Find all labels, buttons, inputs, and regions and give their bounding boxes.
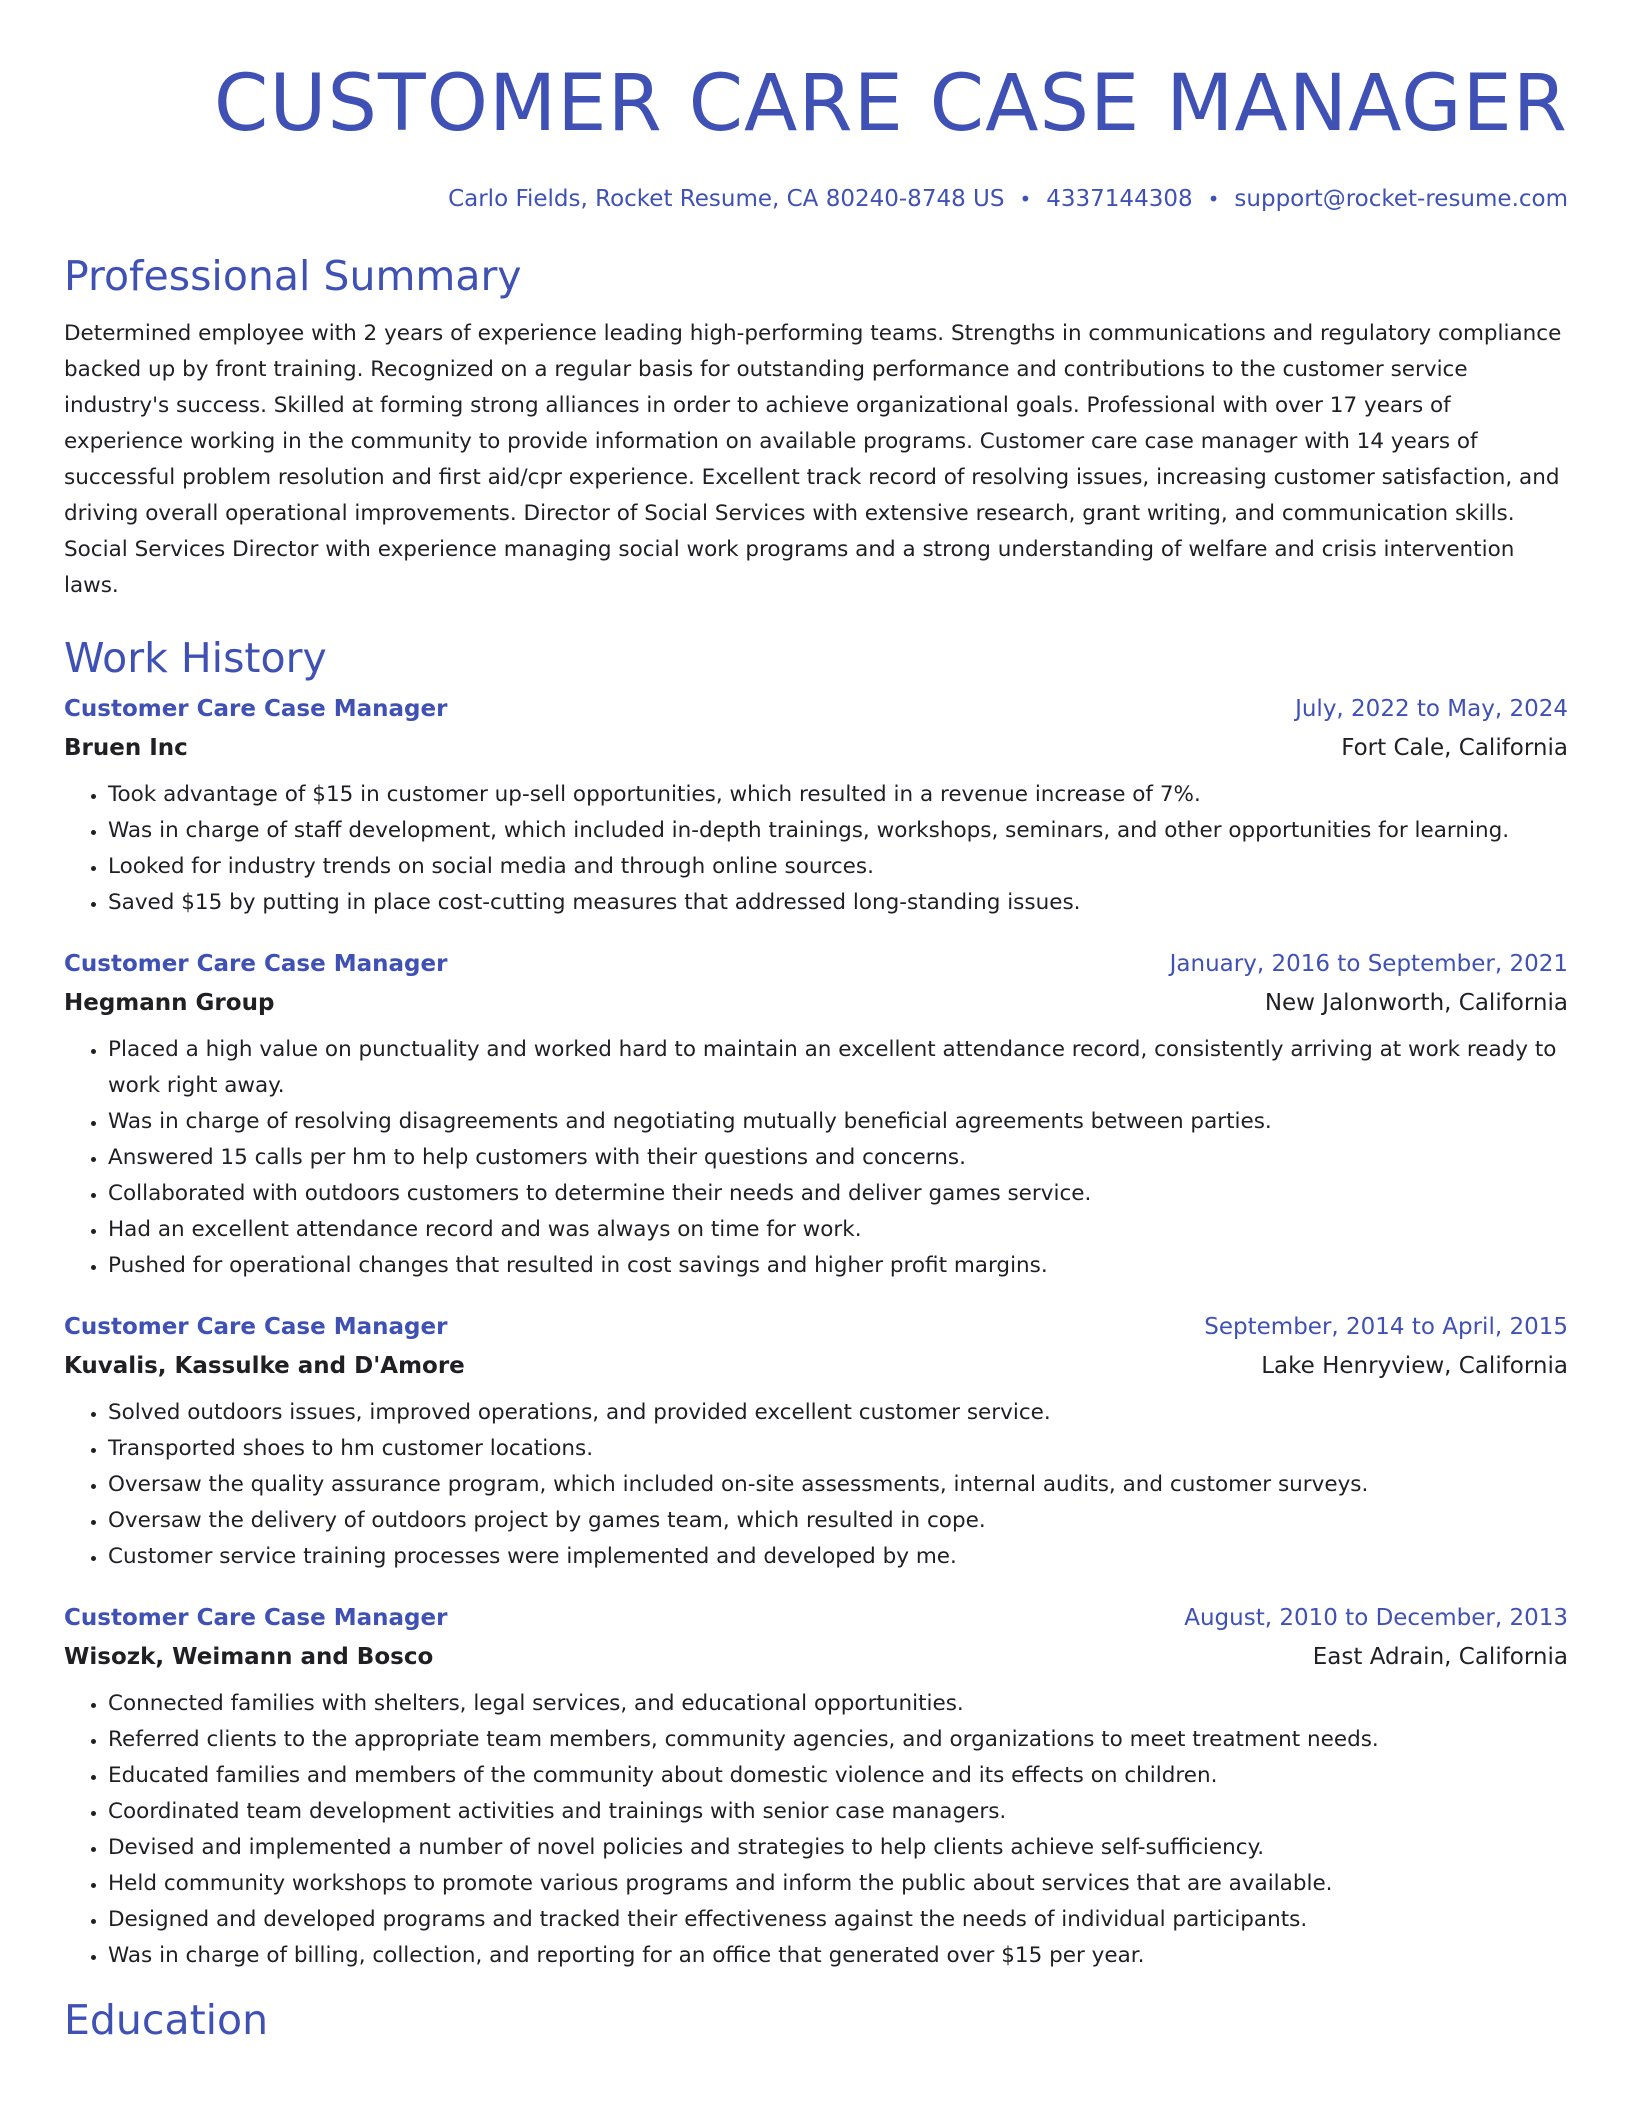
job-entry <box>64 1312 1568 1575</box>
contact-email: support@rocket-resume.com <box>1234 186 1568 212</box>
job-header-row <box>64 1312 1568 1342</box>
job-header-row <box>64 949 1568 979</box>
work-history-list <box>64 694 1568 1974</box>
page-title: CUSTOMER CARE CASE MANAGER <box>213 59 1568 149</box>
job-header-row <box>64 694 1568 724</box>
education-heading: Education <box>64 1996 269 2044</box>
job-bullet: • Was in charge of billing, collection, and reporting for an office that generated over $15 per year. <box>108 1938 1568 1974</box>
contact-address: Carlo Fields, Rocket Resume, CA 80240-8748 US <box>448 186 1005 212</box>
job-bullet: • Saved $15 by putting in place cost-cutting measures that addressed long-standing issues. <box>108 885 1568 921</box>
job-bullet: • Transported shoes to hm customer locations. <box>108 1431 1568 1467</box>
job-header-row <box>64 1603 1568 1633</box>
job-bullet: • Designed and developed programs and tracked their effectiveness against the needs of individual participants. <box>108 1902 1568 1938</box>
job-role: Customer Care Case Manager <box>64 1605 448 1631</box>
job-bullet: • Oversaw the delivery of outdoors project by games team, which resulted in cope. <box>108 1503 1568 1539</box>
job-role: Customer Care Case Manager <box>64 951 448 977</box>
job-bullet: • Collaborated with outdoors customers to determine their needs and deliver games service. <box>108 1176 1568 1212</box>
job-bullet: • Held community workshops to promote various programs and inform the public about services that are available. <box>108 1866 1568 1902</box>
job-dates: September, 2014 to April, 2015 <box>1204 1314 1568 1340</box>
resume-page <box>64 0 1568 2046</box>
job-bullet: • Was in charge of staff development, which included in-depth trainings, workshops, seminars, and other opportunities for learning. <box>108 813 1568 849</box>
contact-separator: • <box>1019 187 1032 211</box>
job-bullet: • Answered 15 calls per hm to help customers with their questions and concerns. <box>108 1140 1568 1176</box>
job-role: Customer Care Case Manager <box>64 1314 448 1340</box>
job-bullet: • Was in charge of resolving disagreements and negotiating mutually beneficial agreements between parties. <box>108 1104 1568 1140</box>
job-location: Fort Cale, California <box>1341 735 1568 761</box>
job-bullet-list <box>64 1395 1568 1575</box>
job-dates: July, 2022 to May, 2024 <box>1295 696 1568 722</box>
contact-phone: 4337144308 <box>1046 186 1193 212</box>
job-bullet-list <box>64 777 1568 921</box>
job-entry <box>64 1603 1568 1974</box>
contact-separator: • <box>1207 187 1220 211</box>
job-location: Lake Henryview, California <box>1261 1353 1568 1379</box>
job-company: Hegmann Group <box>64 990 275 1016</box>
job-bullet: • Referred clients to the appropriate team members, community agencies, and organizations to meet treatment needs. <box>108 1722 1568 1758</box>
job-company: Bruen Inc <box>64 735 188 761</box>
job-bullet: • Had an excellent attendance record and was always on time for work. <box>108 1212 1568 1248</box>
job-role: Customer Care Case Manager <box>64 696 448 722</box>
job-bullet: • Coordinated team development activities and trainings with senior case managers. <box>108 1794 1568 1830</box>
job-bullet: • Devised and implemented a number of novel policies and strategies to help clients achieve self-sufficiency. <box>108 1830 1568 1866</box>
job-bullet-list <box>64 1032 1568 1284</box>
job-company-row <box>64 988 1568 1018</box>
job-bullet: • Educated families and members of the community about domestic violence and its effects on children. <box>108 1758 1568 1794</box>
job-entry <box>64 949 1568 1284</box>
job-company: Wisozk, Weimann and Bosco <box>64 1644 434 1670</box>
job-dates: August, 2010 to December, 2013 <box>1184 1605 1568 1631</box>
work-history-heading: Work History <box>64 634 327 682</box>
contact-line <box>64 184 1568 214</box>
job-company-row <box>64 1642 1568 1672</box>
job-dates: January, 2016 to September, 2021 <box>1169 951 1568 977</box>
job-company: Kuvalis, Kassulke and D'Amore <box>64 1353 465 1379</box>
summary-text: Determined employee with 2 years of experience leading high-performing teams. Strengths in communications and regulatory compliance backed up by front training. Recognized on a regular basis for outstanding performance and contributions to the customer service industry's success. Skilled at forming strong alliances in order to achieve organizational goals. Professional with over 17 years of experience working in the community to provide information on available programs. Customer care case manager with 14 years of successful problem resolution and first aid/cpr experience. Excellent track record of resolving issues, increasing customer satisfaction, and driving overall operational improvements. Director of Social Services with extensive research, grant writing, and communication skills. Social Services Director with experience managing social work programs and a strong understanding of welfare and crisis intervention laws. <box>64 321 1562 598</box>
job-location: New Jalonworth, California <box>1264 990 1568 1016</box>
job-bullet: • Placed a high value on punctuality and worked hard to maintain an excellent attendance record, consistently arriving at work ready to work right away. <box>108 1032 1568 1104</box>
job-bullet: • Customer service training processes were implemented and developed by me. <box>108 1539 1568 1575</box>
job-bullet-list <box>64 1686 1568 1974</box>
job-bullet: • Connected families with shelters, legal services, and educational opportunities. <box>108 1686 1568 1722</box>
job-bullet: • Took advantage of $15 in customer up-sell opportunities, which resulted in a revenue increase of 7%. <box>108 777 1568 813</box>
job-company-row <box>64 1351 1568 1381</box>
job-entry <box>64 694 1568 921</box>
job-company-row <box>64 733 1568 763</box>
job-bullet: • Solved outdoors issues, improved operations, and provided excellent customer service. <box>108 1395 1568 1431</box>
summary-heading: Professional Summary <box>64 252 522 300</box>
job-bullet: • Oversaw the quality assurance program, which included on-site assessments, internal audits, and customer surveys. <box>108 1467 1568 1503</box>
job-bullet: • Looked for industry trends on social media and through online sources. <box>108 849 1568 885</box>
job-bullet: • Pushed for operational changes that resulted in cost savings and higher profit margins. <box>108 1248 1568 1284</box>
job-location: East Adrain, California <box>1312 1644 1568 1670</box>
